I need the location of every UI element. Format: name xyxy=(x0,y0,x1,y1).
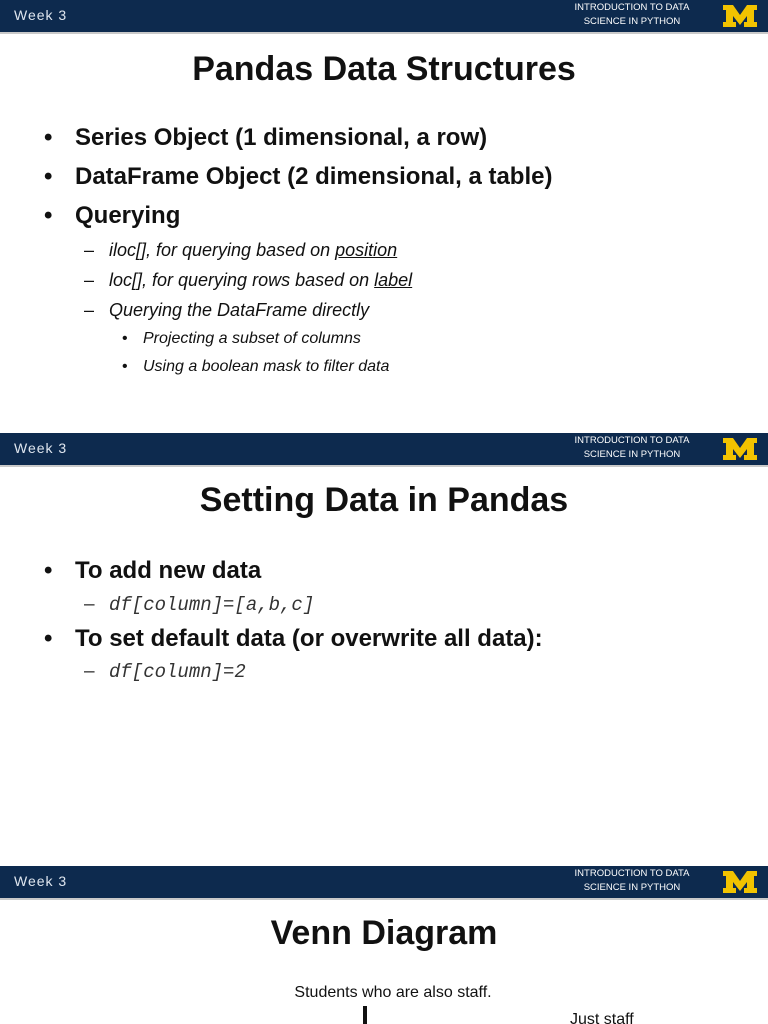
course-title-line2: SCIENCE IN PYTHON xyxy=(583,16,681,27)
slide-venn-diagram xyxy=(0,866,768,1024)
sub-bullet-text xyxy=(109,300,369,321)
sub-bullet-dash: – xyxy=(84,594,95,615)
bullet-text: To set default data (or overwrite all data): xyxy=(75,625,543,652)
slide-pandas-data-structures xyxy=(0,0,768,433)
sub-bullet-dash: – xyxy=(84,240,95,260)
course-title-line1: INTRODUCTION TO DATA xyxy=(574,868,690,879)
bullet-text: DataFrame Object (2 dimensional, a table) xyxy=(75,163,553,190)
course-title xyxy=(562,1,702,29)
bullet-text: Series Object (1 dimensional, a row) xyxy=(75,124,488,151)
course-title-line2: SCIENCE IN PYTHON xyxy=(583,882,681,893)
bullet-dot: • xyxy=(44,625,53,652)
sub-bullet-underlined: position xyxy=(335,240,398,260)
week-label: Week 3 xyxy=(14,440,68,456)
slide-header xyxy=(0,866,768,900)
slide-title: Venn Diagram xyxy=(270,914,498,952)
sub-bullet-text xyxy=(109,270,412,291)
course-title-line1: INTRODUCTION TO DATA xyxy=(574,2,690,13)
sub-bullet-dash: – xyxy=(84,270,95,290)
sub-bullet-underlined: label xyxy=(374,270,413,290)
slide-title: Setting Data in Pandas xyxy=(199,481,569,519)
slide-header xyxy=(0,0,768,34)
venn-just-staff-label: Just staff xyxy=(570,1011,634,1024)
course-title-line2: SCIENCE IN PYTHON xyxy=(583,449,681,460)
bullet-text: To add new data xyxy=(75,557,262,584)
michigan-logo-icon xyxy=(722,4,758,28)
michigan-logo-icon xyxy=(722,437,758,461)
bullet-dot: • xyxy=(44,202,53,229)
venn-intersection-label: Students who are also staff. xyxy=(294,984,492,1001)
bullet-dot: • xyxy=(122,358,128,375)
slide-title: Pandas Data Structures xyxy=(192,50,576,88)
sub-bullet-text xyxy=(109,240,397,261)
sub-bullet-pre: loc[], for querying rows based on xyxy=(109,270,375,290)
sub-bullet-dash: – xyxy=(84,661,95,682)
code-snippet: df[column]=2 xyxy=(109,661,246,683)
michigan-logo-icon xyxy=(722,870,758,894)
course-title xyxy=(562,434,702,462)
course-title xyxy=(562,867,702,895)
bullet-dot: • xyxy=(122,330,128,347)
sub-bullet-pre: Querying the DataFrame directly xyxy=(109,300,370,320)
slide-header xyxy=(0,433,768,467)
slide-setting-data xyxy=(0,433,768,866)
subsub-bullet-text: Projecting a subset of columns xyxy=(143,330,361,347)
bullet-dot: • xyxy=(44,124,53,151)
course-title-line1: INTRODUCTION TO DATA xyxy=(574,435,690,446)
subsub-bullet-text: Using a boolean mask to filter data xyxy=(143,358,390,375)
bullet-dot: • xyxy=(44,557,53,584)
sub-bullet-dash: – xyxy=(84,300,95,320)
sub-bullet-pre: iloc[], for querying based on xyxy=(109,240,336,260)
week-label: Week 3 xyxy=(14,873,68,889)
week-label: Week 3 xyxy=(14,7,68,23)
venn-pointer-line xyxy=(363,1006,367,1024)
bullet-dot: • xyxy=(44,163,53,190)
code-snippet: df[column]=[a,b,c] xyxy=(109,594,315,616)
bullet-text: Querying xyxy=(75,202,181,229)
